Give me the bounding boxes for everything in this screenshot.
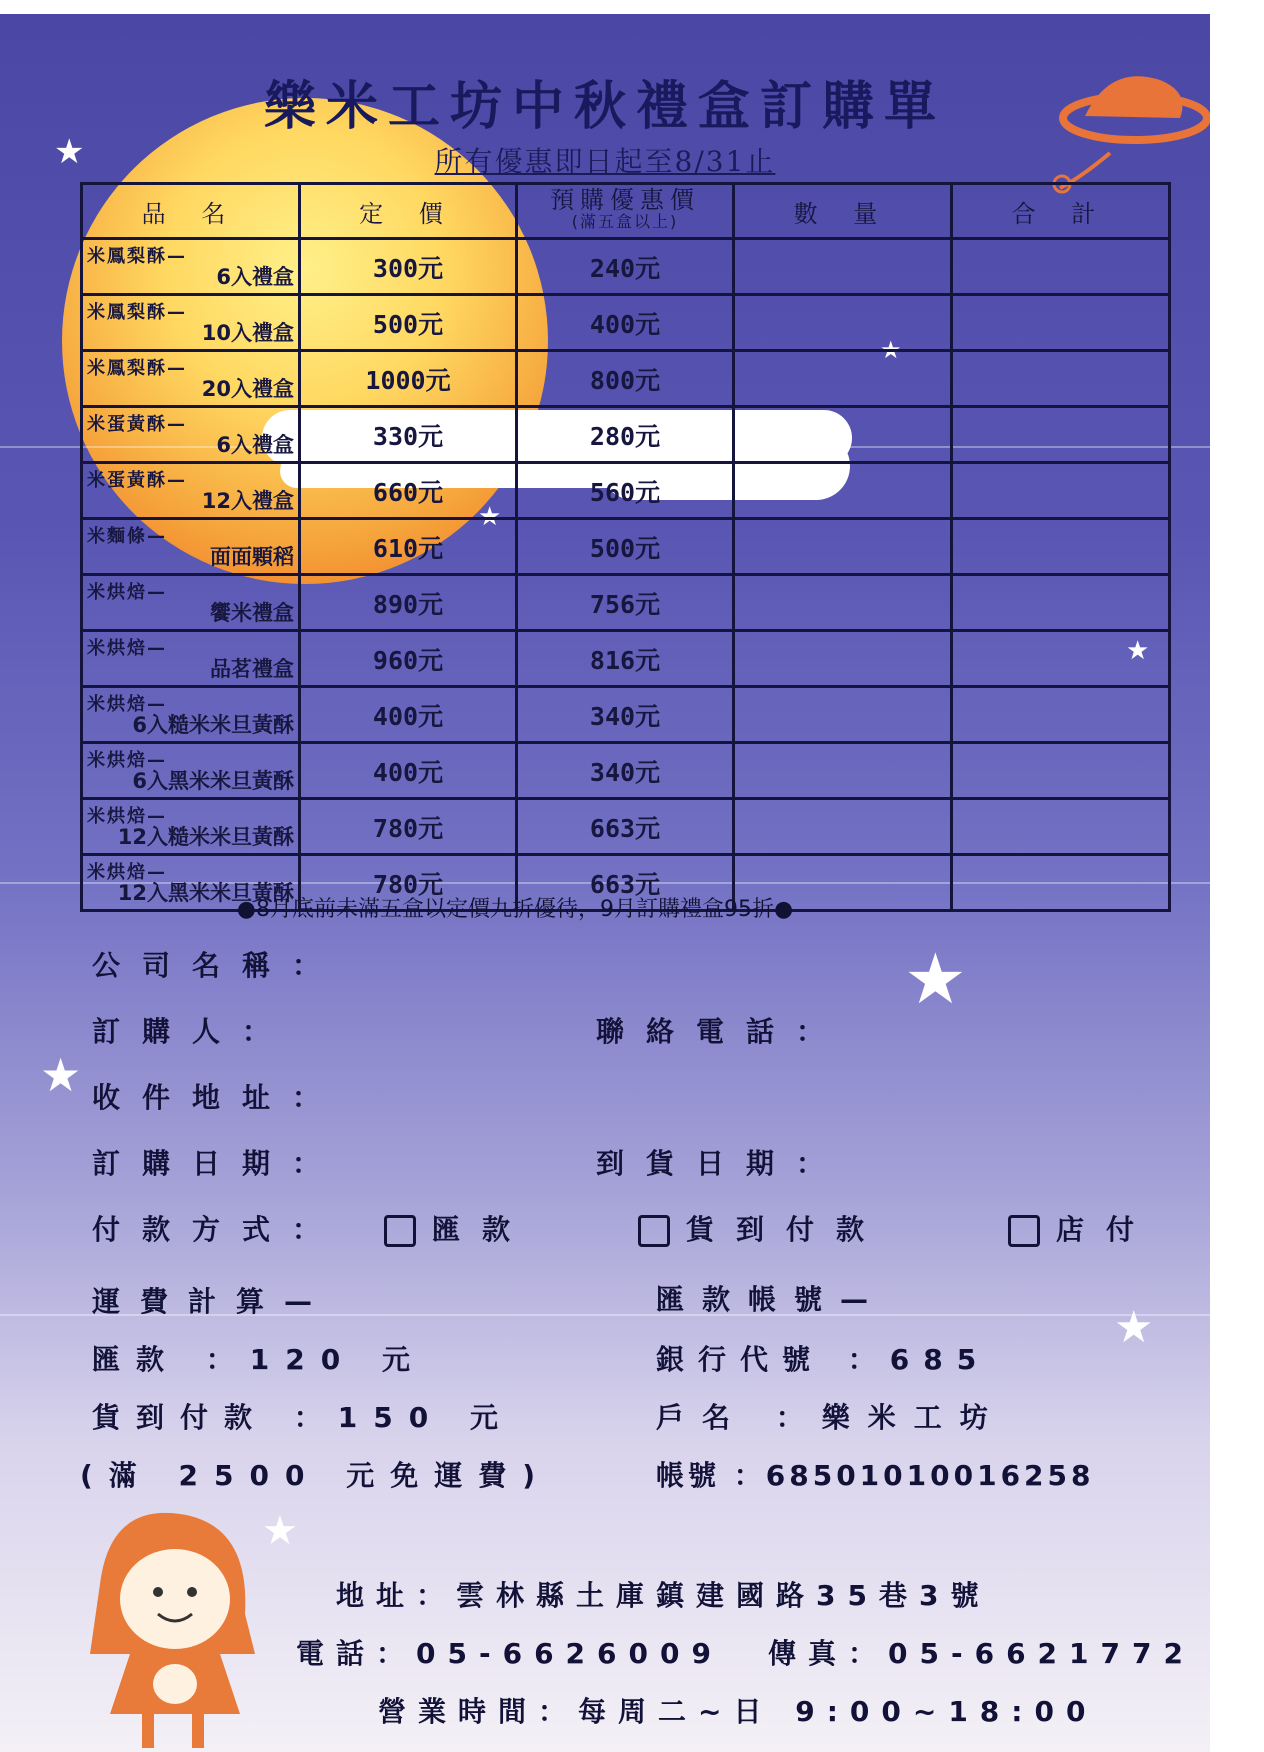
arrival-date-field[interactable]: 到貨日期： bbox=[596, 1147, 847, 1180]
subtotal-cell[interactable] bbox=[952, 463, 1170, 519]
list-price-cell: 1000元 bbox=[300, 351, 517, 407]
product-category: 米烘焙— bbox=[87, 637, 167, 659]
quantity-cell[interactable] bbox=[734, 631, 952, 687]
subtotal-cell[interactable] bbox=[952, 743, 1170, 799]
star-icon: ★ bbox=[54, 132, 85, 172]
column-header: 合 計 bbox=[952, 184, 1170, 239]
table-row bbox=[82, 631, 1170, 687]
table-row bbox=[82, 575, 1170, 631]
subtotal-cell[interactable] bbox=[952, 575, 1170, 631]
preorder-price-cell: 340元 bbox=[517, 743, 734, 799]
column-header: 定 價 bbox=[300, 184, 517, 239]
list-price-cell: 960元 bbox=[300, 631, 517, 687]
order-date-field[interactable]: 訂購日期： bbox=[92, 1147, 343, 1180]
subtotal-cell[interactable] bbox=[952, 351, 1170, 407]
table-row bbox=[82, 799, 1170, 855]
list-price-cell: 330元 bbox=[300, 407, 517, 463]
product-name-cell bbox=[82, 351, 300, 407]
subtotal-cell[interactable] bbox=[952, 295, 1170, 351]
business-hours: 營業時間：每周二~日 9:00~18:00 bbox=[378, 1695, 1098, 1728]
paper-edge bbox=[1210, 14, 1264, 1752]
product-category: 米烘焙— bbox=[87, 861, 167, 883]
product-package: 20入禮盒 bbox=[201, 376, 294, 401]
price-table bbox=[80, 182, 1171, 912]
bank-code: 銀行代號 ：685 bbox=[656, 1343, 991, 1376]
product-package: 面面顆稻 bbox=[210, 544, 294, 569]
column-header: 數 量 bbox=[734, 184, 952, 239]
shipping-remit-fee: 匯款 ：120 元 bbox=[92, 1343, 426, 1376]
product-package: 6入黑米米旦黃酥 bbox=[132, 768, 294, 793]
store-phone: 電話：05-6626009 bbox=[296, 1637, 723, 1670]
star-icon: ★ bbox=[1126, 636, 1150, 666]
delivery-address-field[interactable]: 收件地址： bbox=[92, 1081, 343, 1114]
list-price-cell: 890元 bbox=[300, 575, 517, 631]
product-category: 米蛋黃酥— bbox=[87, 469, 187, 491]
preorder-price-cell: 663元 bbox=[517, 855, 734, 911]
product-name-cell bbox=[82, 799, 300, 855]
quantity-cell[interactable] bbox=[734, 351, 952, 407]
quantity-cell[interactable] bbox=[734, 407, 952, 463]
account-number: 帳號 ：68501010016258 bbox=[656, 1459, 1095, 1492]
star-icon: ★ bbox=[40, 1048, 82, 1102]
star-icon: ★ bbox=[478, 502, 502, 532]
subtotal-cell[interactable] bbox=[952, 631, 1170, 687]
table-row bbox=[82, 407, 1170, 463]
list-price-cell: 400元 bbox=[300, 687, 517, 743]
table-row bbox=[82, 743, 1170, 799]
list-price-cell: 300元 bbox=[300, 239, 517, 295]
column-header-note: (滿五盒以上) bbox=[571, 212, 679, 231]
page-title: 樂米工坊中秋禮盒訂購單 bbox=[263, 76, 946, 137]
preorder-price-cell: 280元 bbox=[517, 407, 734, 463]
table-row bbox=[82, 687, 1170, 743]
product-name-cell bbox=[82, 239, 300, 295]
quantity-cell[interactable] bbox=[734, 295, 952, 351]
table-row bbox=[82, 239, 1170, 295]
list-price-cell: 780元 bbox=[300, 855, 517, 911]
product-package: 6入糙米米旦黃酥 bbox=[132, 712, 294, 737]
list-price-cell: 780元 bbox=[300, 799, 517, 855]
star-icon: ★ bbox=[1114, 1302, 1154, 1353]
pay-option-remit[interactable] bbox=[384, 1208, 532, 1248]
list-price-cell: 610元 bbox=[300, 519, 517, 575]
product-name-cell bbox=[82, 407, 300, 463]
list-price-cell: 500元 bbox=[300, 295, 517, 351]
product-package: 12入黑米米旦黃酥 bbox=[117, 880, 294, 905]
product-name-cell bbox=[82, 575, 300, 631]
product-name-cell bbox=[82, 463, 300, 519]
table-header-row bbox=[82, 184, 1170, 239]
preorder-price-cell: 560元 bbox=[517, 463, 734, 519]
product-category: 米烘焙— bbox=[87, 749, 167, 771]
list-price-cell: 400元 bbox=[300, 743, 517, 799]
product-package: 品茗禮盒 bbox=[210, 656, 294, 681]
product-category: 米鳳梨酥— bbox=[87, 357, 187, 379]
product-package: 6入禮盒 bbox=[216, 432, 294, 457]
free-shipping-note: (滿 2500 元免運費) bbox=[80, 1459, 552, 1492]
preorder-price-cell: 756元 bbox=[517, 575, 734, 631]
product-name-cell bbox=[82, 687, 300, 743]
store-fax: 傳真：05-6621772 bbox=[768, 1637, 1195, 1670]
pay-option-cod[interactable] bbox=[638, 1208, 886, 1248]
subtotal-cell[interactable] bbox=[952, 407, 1170, 463]
product-package: 10入禮盒 bbox=[201, 320, 294, 345]
product-name-cell bbox=[82, 743, 300, 799]
store-address: 地址：雲林縣土庫鎮建國路35巷3號 bbox=[336, 1579, 991, 1612]
preorder-price-cell: 500元 bbox=[517, 519, 734, 575]
subtotal-cell[interactable] bbox=[952, 799, 1170, 855]
product-category: 米鳳梨酥— bbox=[87, 245, 187, 267]
star-icon: ★ bbox=[880, 336, 902, 364]
column-header: 品 名 bbox=[82, 184, 300, 239]
product-package: 12入禮盒 bbox=[201, 488, 294, 513]
product-category: 米鳳梨酥— bbox=[87, 301, 187, 323]
shipping-heading: 運費計算— bbox=[92, 1285, 333, 1318]
quantity-cell[interactable] bbox=[734, 519, 952, 575]
subtotal-cell[interactable] bbox=[952, 239, 1170, 295]
product-name-cell bbox=[82, 519, 300, 575]
contact-phone-field[interactable]: 聯絡電話： bbox=[596, 1015, 847, 1048]
company-name-field[interactable]: 公司名稱： bbox=[92, 949, 343, 982]
checkbox-icon[interactable] bbox=[1008, 1215, 1040, 1247]
product-category: 米烘焙— bbox=[87, 693, 167, 715]
list-price-cell: 660元 bbox=[300, 463, 517, 519]
quantity-cell[interactable] bbox=[734, 799, 952, 855]
column-header bbox=[517, 184, 734, 239]
table-row bbox=[82, 463, 1170, 519]
preorder-price-cell: 240元 bbox=[517, 239, 734, 295]
preorder-price-cell: 800元 bbox=[517, 351, 734, 407]
product-category: 米蛋黃酥— bbox=[87, 413, 187, 435]
table-row bbox=[82, 351, 1170, 407]
table-row bbox=[82, 295, 1170, 351]
pay-option-label: 店付 bbox=[1056, 1213, 1157, 1246]
product-package: 12入糙米米旦黃酥 bbox=[117, 824, 294, 849]
subtotal-cell[interactable] bbox=[952, 687, 1170, 743]
product-name-cell bbox=[82, 631, 300, 687]
preorder-price-cell: 816元 bbox=[517, 631, 734, 687]
girl-illustration bbox=[70, 1504, 270, 1752]
promo-period: 所有優惠即日起至8/31止 bbox=[434, 145, 776, 178]
quantity-cell[interactable] bbox=[734, 743, 952, 799]
payment-method-label: 付款方式： bbox=[92, 1213, 343, 1246]
star-icon: ★ bbox=[262, 1508, 298, 1554]
quantity-cell[interactable] bbox=[734, 575, 952, 631]
checkbox-icon[interactable] bbox=[384, 1215, 416, 1247]
quantity-cell[interactable] bbox=[734, 239, 952, 295]
column-header-label: 預購優惠價 bbox=[550, 186, 700, 214]
discount-note: ●8月底前未滿五盒以定價九折優待，9月訂購禮盒95折● bbox=[236, 897, 794, 922]
table-row bbox=[82, 519, 1170, 575]
orderer-field[interactable]: 訂購人： bbox=[92, 1015, 293, 1048]
product-name-cell bbox=[82, 295, 300, 351]
product-package: 饗米禮盒 bbox=[210, 600, 294, 625]
shipping-cod-fee: 貨到付款 ：150 元 bbox=[92, 1401, 514, 1434]
pay-option-label: 貨到付款 bbox=[686, 1213, 887, 1246]
preorder-price-cell: 340元 bbox=[517, 687, 734, 743]
bank-heading: 匯款帳號— bbox=[656, 1283, 887, 1316]
product-category: 米麵條— bbox=[87, 525, 167, 547]
preorder-price-cell: 400元 bbox=[517, 295, 734, 351]
pay-option-label: 匯款 bbox=[432, 1213, 533, 1246]
checkbox-icon[interactable] bbox=[638, 1215, 670, 1247]
star-icon: ★ bbox=[904, 938, 967, 1020]
product-category: 米烘焙— bbox=[87, 581, 167, 603]
account-name: 戶名 ：樂米工坊 bbox=[656, 1401, 1006, 1434]
subtotal-cell[interactable] bbox=[952, 519, 1170, 575]
product-category: 米烘焙— bbox=[87, 805, 167, 827]
pay-option-store[interactable] bbox=[1008, 1208, 1156, 1248]
price-table-body bbox=[82, 239, 1170, 911]
product-package: 6入禮盒 bbox=[216, 264, 294, 289]
quantity-cell[interactable] bbox=[734, 463, 952, 519]
quantity-cell[interactable] bbox=[734, 687, 952, 743]
preorder-price-cell: 663元 bbox=[517, 799, 734, 855]
